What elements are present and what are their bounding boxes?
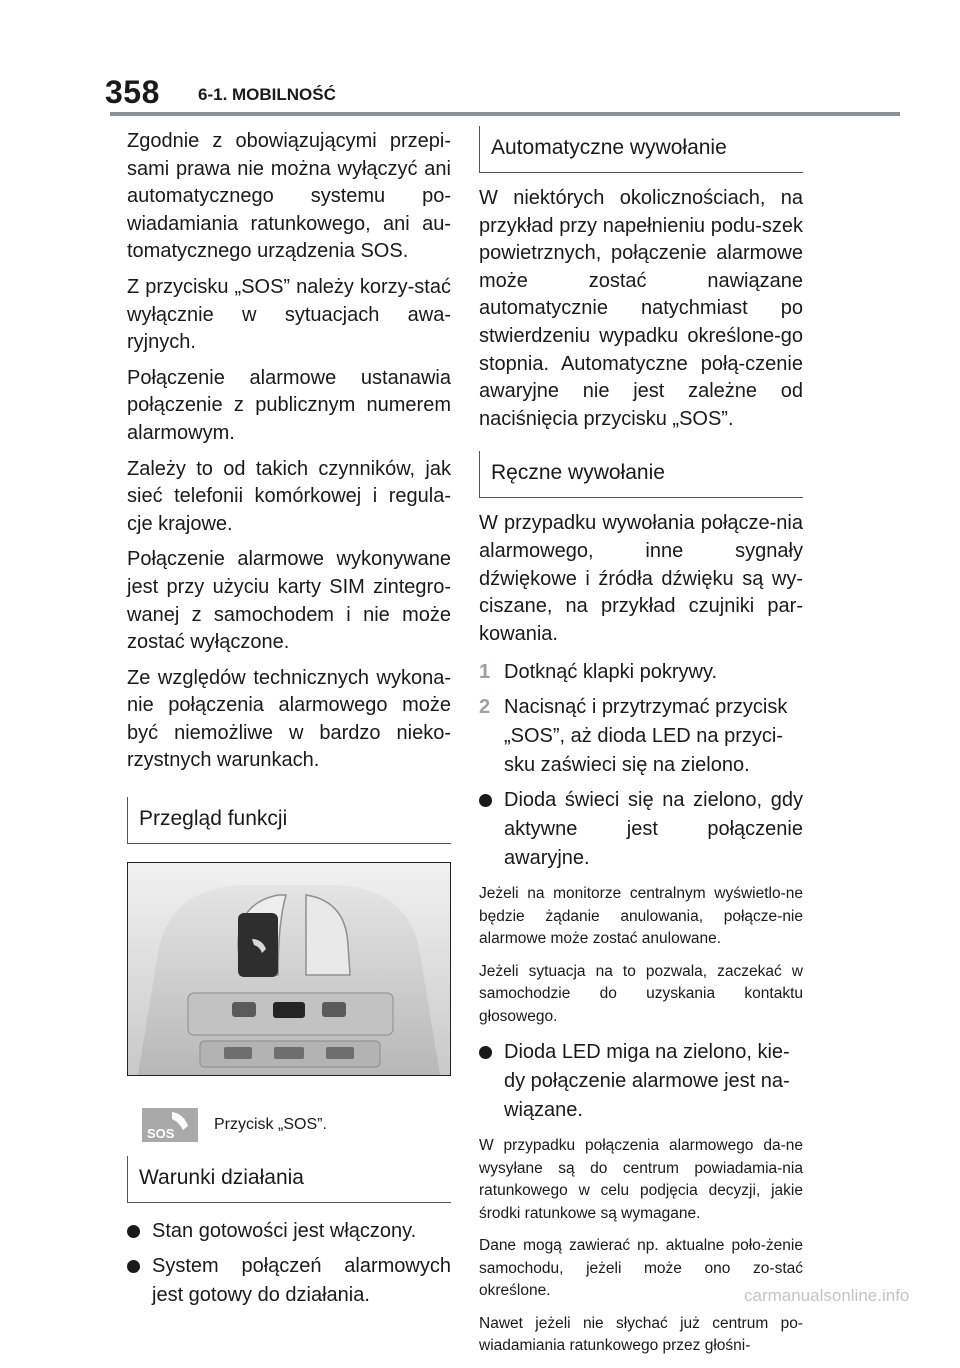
sos-caption: Przycisk „SOS”. <box>214 1116 327 1134</box>
overview-heading: Przegląd funkcji <box>127 797 451 844</box>
conditions-heading: Warunki działania <box>127 1156 451 1203</box>
page-header <box>0 0 960 118</box>
note: Jeżeli na monitorze centralnym wyświetlo-ne będzie żądanie anulowania, połącze-nie alarmowe może zostać anulowane. <box>479 885 803 948</box>
section-title: 6-1. MOBILNOŚĆ <box>198 85 336 104</box>
header-divider <box>110 112 900 116</box>
right-column <box>479 126 803 1368</box>
overhead-console-photo <box>127 862 451 1076</box>
manual-call-heading: Ręczne wywołanie <box>479 451 803 498</box>
left-column <box>127 128 451 1316</box>
step-text: Nacisnąć i przytrzymać przycisk „SOS”, aż dioda LED na przyci-sku zaświeci się na zielono. <box>504 696 788 777</box>
condition-text: Stan gotowości jest włączony. <box>152 1220 417 1243</box>
sos-icon <box>142 1108 198 1142</box>
auto-call-text: W niektórych okolicznościach, na przykład przy napełnieniu podu-szek powietrznych, połączenie alarmowe może zostać nawiązane automatycznie natychmiast po stwierdzeniu wypadku określone-go stopnia. Automatyczne połą-czenie awaryjne nie jest zależne od naciśnięcia przycisku „SOS”. <box>479 187 803 430</box>
note: W przypadku połączenia alarmowego da-ne wysyłane są do centrum powiadamia-nia ratunkowego w celu podjęcia decyzji, jakie środki ratunkowe są wymagane. <box>479 1137 803 1222</box>
paragraph: Ze względów technicznych wykona-nie połączenia alarmowego może być niemożliwe w bardzo nieko-rzystnych warunkach. <box>127 666 451 772</box>
bullet-icon <box>479 794 492 807</box>
condition-text: System połączeń alarmowych jest gotowy do działania. <box>152 1255 451 1307</box>
paragraph: Połączenie alarmowe ustanawia połączenie z publicznym numerem alarmowym. <box>127 366 451 444</box>
paragraph: Zależy to od takich czynników, jak sieć telefonii komórkowej i regula-cje krajowe. <box>127 457 451 535</box>
sos-icon-label: SOS <box>147 1126 175 1142</box>
step-item <box>479 658 803 687</box>
paragraph: Połączenie alarmowe wykonywane jest przy użyciu karty SIM zintegro-wanej z samochodem i nie może zostać wyłączone. <box>127 548 451 654</box>
note: Jeżeli sytuacja na to pozwala, zaczekać w samochodzie do uzyskania kontaktu głosowego. <box>479 962 803 1025</box>
step-number: 2 <box>479 696 491 719</box>
note: Nawet jeżeli nie słychać już centrum po-wiadamiania ratunkowego przez głośni- <box>479 1314 803 1355</box>
condition-item <box>127 1252 451 1310</box>
step-text: Dotknąć klapki pokrywy. <box>504 661 718 684</box>
auto-call-heading: Automatyczne wywołanie <box>479 126 803 173</box>
bullet-icon <box>479 1046 492 1059</box>
status-item <box>479 786 803 873</box>
watermark: carmanualsonline.info <box>744 1286 910 1305</box>
status-text: Dioda świeci się na zielono, gdy aktywne jest połączenie awaryjne. <box>504 789 803 870</box>
note: Dane mogą zawierać np. aktualne poło-żenie samochodu, jeżeli może ono zo-stać określone. <box>479 1237 803 1300</box>
paragraph: Z przycisku „SOS” należy korzy-stać wyłącznie w sytuacjach awa-ryjnych. <box>127 275 451 354</box>
status-item <box>479 1038 803 1125</box>
bullet-icon <box>127 1260 140 1273</box>
step-number: 1 <box>479 661 491 684</box>
bullet-icon <box>127 1225 140 1238</box>
paragraph: Zgodnie z obowiązującymi przepi-sami prawa nie można wyłączyć ani automatycznego systemu po-wiadamiania ratunkowego, ani au-tomatycznego urządzenia SOS. <box>127 130 451 263</box>
overhead-console-image <box>128 863 450 1075</box>
page-number: 358 <box>105 74 160 110</box>
status-text: Dioda LED miga na zielono, kie-dy połączenie alarmowe jest na-wiązane. <box>504 1041 790 1122</box>
step-item <box>479 693 803 780</box>
manual-call-text: W przypadku wywołania połącze-nia alarmowego, inne sygnały dźwiękowe i źródła dźwięku są wy-ciszane, na przykład czujniki par-kowania. <box>479 512 803 645</box>
condition-item <box>127 1217 451 1246</box>
sos-legend <box>142 1108 451 1142</box>
